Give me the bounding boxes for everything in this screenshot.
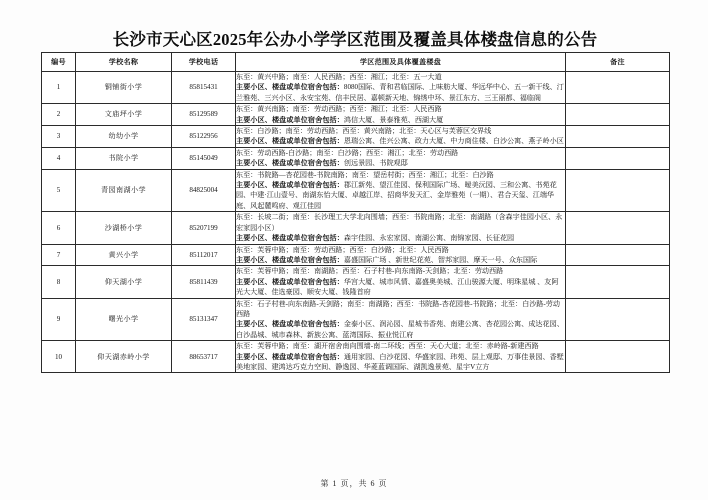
school-phone: 85112017 xyxy=(172,244,236,266)
row-index: 7 xyxy=(42,244,76,266)
estates-value: 创远景园、书院观邸 xyxy=(343,159,408,168)
district-range xyxy=(236,72,566,104)
table-row xyxy=(42,298,670,341)
school-phone: 85122956 xyxy=(172,126,236,148)
row-index: 5 xyxy=(42,169,76,212)
district-boundary-text: 东至：黄兴南路；南至：劳动西路；西至：湘江；北至：人民西路 xyxy=(236,105,442,114)
school-name: 沙湖桥小学 xyxy=(76,212,172,244)
district-range xyxy=(236,266,566,298)
district-boundary-text: 东至：黄兴中路；南至：人民西路；西至：湘江；北至：五一大道 xyxy=(236,73,442,81)
column-header-remark: 备注 xyxy=(566,53,670,72)
covered-estates-text xyxy=(236,255,565,265)
district-boundary-text: 东至：劳动西路-白沙路；南至：白沙路；西至：湘江；北至：劳动西路 xyxy=(236,148,459,157)
row-index: 4 xyxy=(42,147,76,169)
school-name: 青园南湖小学 xyxy=(76,169,172,212)
remark-cell xyxy=(566,72,670,104)
district-boundary-text: 东至：白沙路；南至：劳动西路；西至：黄兴南路；北至：天心区与芙蓉区交界线 xyxy=(236,127,492,136)
school-district-table xyxy=(41,52,670,373)
remark-cell xyxy=(566,298,670,341)
district-boundary-text: 东至：芙蓉中路；南至：南湖路；西至：石子村巷-向东南路-天剑路；北至：劳动西路 xyxy=(236,267,504,276)
estates-label: 主要小区、楼盘或单位宿舍包括： xyxy=(236,159,344,168)
row-index: 3 xyxy=(42,126,76,148)
table-row xyxy=(42,72,670,104)
school-phone: 88653717 xyxy=(172,341,236,373)
table-row xyxy=(42,126,670,148)
estates-label: 主要小区、楼盘或单位宿舍包括： xyxy=(236,115,344,124)
estates-label: 主要小区、楼盘或单位宿舍包括： xyxy=(236,352,344,361)
row-index: 10 xyxy=(42,341,76,373)
school-name: 幼幼小学 xyxy=(76,126,172,148)
row-index: 1 xyxy=(42,72,76,104)
district-range xyxy=(236,341,566,373)
table-row xyxy=(42,341,670,373)
column-header-index: 编号 xyxy=(42,53,76,72)
estates-label: 主要小区、楼盘或单位宿舍包括： xyxy=(236,181,344,190)
remark-cell xyxy=(566,104,670,126)
district-boundary-text: 东至：书院路—杏花园巷-书院南路；南至：望岳村街；西至：湘江；北至：白沙路 xyxy=(236,170,494,179)
estates-value: 金泰小区、润沁园、星城书香苑、南建公寓、杏花园公寓、成达花园、白沙晶城、城市森林、新族公寓、蓝湾国际、振业悦江府 xyxy=(236,320,564,339)
page-footer: 第 1 页，共 6 页 xyxy=(320,479,388,488)
covered-estates-text xyxy=(236,82,565,103)
school-name: 书院小学 xyxy=(76,147,172,169)
school-name: 铜铺街小学 xyxy=(76,72,172,104)
column-header-range: 学区范围及具体覆盖楼盘 xyxy=(236,53,566,72)
estates-label: 主要小区、楼盘或单位宿舍包括： xyxy=(236,83,344,92)
covered-estates-text xyxy=(236,277,565,298)
covered-estates-text xyxy=(236,233,565,243)
covered-estates-text xyxy=(236,158,565,168)
school-name: 黄兴小学 xyxy=(76,244,172,266)
district-boundary-text: 东至：芙蓉中路；南至：湖开宿舍南向围墙-南二环线；西至：天心大道；北至：赤岭路-新建西路 xyxy=(236,342,539,351)
school-phone: 85207199 xyxy=(172,212,236,244)
table-body xyxy=(42,72,670,373)
remark-cell xyxy=(566,266,670,298)
covered-estates-text xyxy=(236,352,565,373)
remark-cell xyxy=(566,147,670,169)
row-index: 8 xyxy=(42,266,76,298)
school-name: 仰天湖赤岭小学 xyxy=(76,341,172,373)
table-header xyxy=(42,53,670,72)
estates-value: 8080国际、青和君临国际、上味舫大厦、华远华中心、五一新干线、汀兰雅苑、三兴小区、永安宝苑、信丰民居、嘉顿新天地、锦绣中环、景江东方、三王丽都、福临阁 xyxy=(236,83,564,102)
remark-cell xyxy=(566,212,670,244)
school-name: 文庙坪小学 xyxy=(76,104,172,126)
row-index: 9 xyxy=(42,298,76,341)
table-row xyxy=(42,104,670,126)
district-range xyxy=(236,298,566,341)
school-phone: 85129589 xyxy=(172,104,236,126)
estates-label: 主要小区、楼盘或单位宿舍包括： xyxy=(236,234,344,243)
estates-label: 主要小区、楼盘或单位宿舍包括： xyxy=(236,255,344,264)
covered-estates-text xyxy=(236,136,565,146)
estates-value: 恩瑞公寓、佳兴公寓、政力大厦、中力商住楼、白沙公寓、燕子岭小区 xyxy=(343,137,564,146)
estates-value: 通用家园、白沙花园、华盛家园、玮苑、层上观邸、万事佳景园、香墅美地家园、建鸿达巧克力空间、静逸园、华菱蓝调国际、湖凯逸景苑、星宇V立方 xyxy=(236,352,564,371)
district-range xyxy=(236,244,566,266)
table-row xyxy=(42,147,670,169)
district-range xyxy=(236,104,566,126)
school-phone: 84825004 xyxy=(172,169,236,212)
remark-cell xyxy=(566,126,670,148)
table-header-row xyxy=(42,53,670,72)
column-header-school: 学校名称 xyxy=(76,53,172,72)
row-index: 6 xyxy=(42,212,76,244)
table-row xyxy=(42,212,670,244)
estates-value: 鸿信大厦、景泰雅苑、西湖大厦 xyxy=(343,115,444,124)
estates-value: 嘉盛国际广场 、新世纪花苑、智邦家园、摩天一号、众东国际 xyxy=(343,255,538,264)
school-table-container xyxy=(41,52,669,373)
school-phone: 85131347 xyxy=(172,298,236,341)
school-name: 曙光小学 xyxy=(76,298,172,341)
district-range xyxy=(236,147,566,169)
district-range xyxy=(236,126,566,148)
estates-value: 郡江新苑、望江佳园、保利国际广场、暧美沅园、三和公寓、书苑花园、中建·江山壹号、南湖东怡大厦、卓越江岸、招商华发天汇、金岸雅苑（一期）、君合天玺、江端华庭、风起麓鸣府、观江佳园 xyxy=(236,181,557,210)
covered-estates-text xyxy=(236,319,565,340)
remark-cell xyxy=(566,244,670,266)
estates-label: 主要小区、楼盘或单位宿舍包括： xyxy=(236,320,344,329)
estates-value: 森宇佳园、永宏家园、南湖公寓、南锦家园、长征花园 xyxy=(343,234,515,243)
school-phone: 85815431 xyxy=(172,72,236,104)
page-title: 长沙市天心区2025年公办小学学区范围及覆盖具体楼盘信息的公告 xyxy=(112,30,598,49)
school-phone: 85145049 xyxy=(172,147,236,169)
district-range xyxy=(236,169,566,212)
district-boundary-text: 东至：芙蓉中路；南至：劳动西路；西至：白沙路；北至：人民西路 xyxy=(236,245,449,254)
table-row xyxy=(42,266,670,298)
district-range xyxy=(236,212,566,244)
estates-value: 华宫大厦、城市风情、嘉盛奥美城、江山骏源大厦、明珠星城 、友阿光大大厦、佳选豪园、顺安大厦、钱隆首府 xyxy=(236,277,559,297)
school-name: 仰天湖小学 xyxy=(76,266,172,298)
district-boundary-text: 东至：石子村巷-向东南路-天剑路；南至：南湖路；西至：书院路-杏花园巷-书院路；北至：白沙路-劳动西路 xyxy=(236,299,560,318)
remark-cell xyxy=(566,169,670,212)
remark-cell xyxy=(566,341,670,373)
covered-estates-text xyxy=(236,115,565,125)
school-phone: 85811439 xyxy=(172,266,236,298)
estates-label: 主要小区、楼盘或单位宿舍包括： xyxy=(236,137,344,146)
district-boundary-text: 东至：长坡二街；南至：长沙理工大学北向围墙；西至：书院南路；北至：南湖路（含森宇佳园小区、永宏家园小区） xyxy=(236,213,563,232)
table-row xyxy=(42,244,670,266)
estates-label: 主要小区、楼盘或单位宿舍包括： xyxy=(236,277,344,286)
table-row xyxy=(42,169,670,212)
covered-estates-text xyxy=(236,180,565,211)
column-header-phone: 学校电话 xyxy=(172,53,236,72)
row-index: 2 xyxy=(42,104,76,126)
